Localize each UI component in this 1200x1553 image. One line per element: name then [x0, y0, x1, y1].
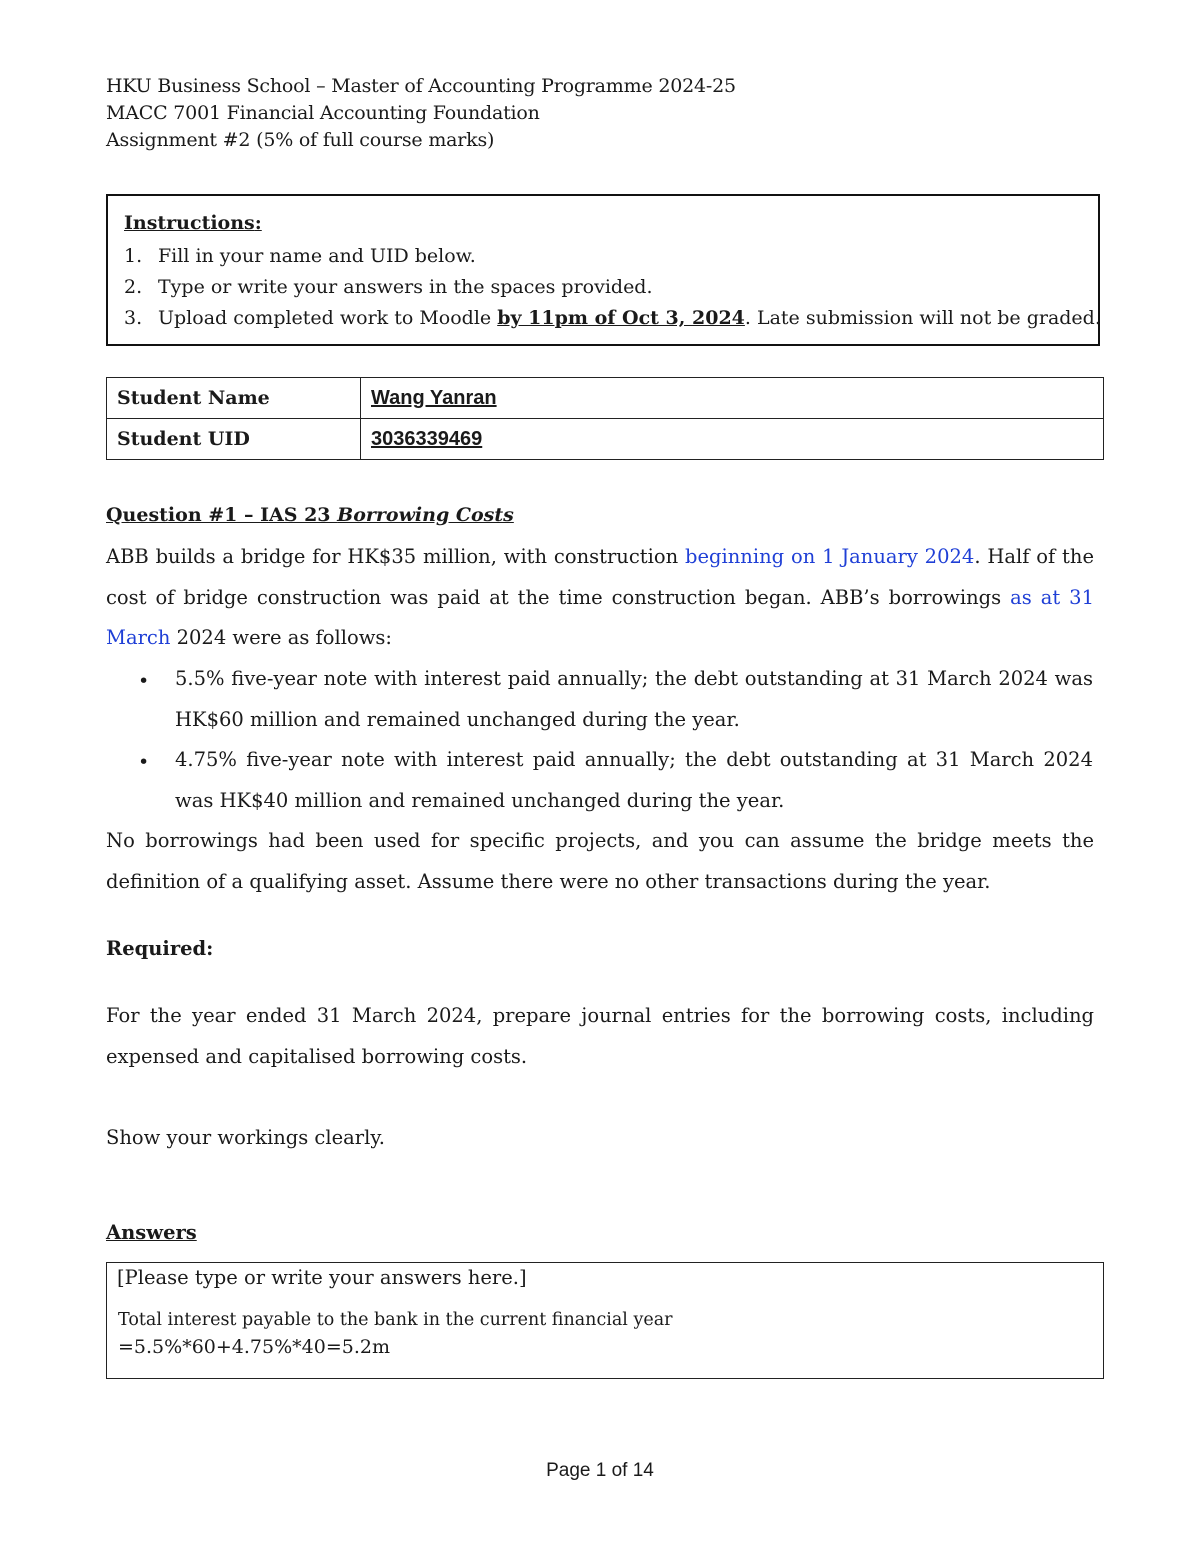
instruction-item-3: 3. Upload completed work to Moodle by 11pm of Oct 3, 2024. Late submission will not be graded.: [124, 307, 1101, 329]
student-name-field[interactable]: Wang Yanran: [361, 378, 1104, 419]
instructions-title: Instructions: [124, 212, 255, 234]
bullet-icon: •: [138, 751, 150, 773]
answer-box[interactable]: [106, 1262, 1104, 1379]
bullet-icon: •: [138, 670, 150, 692]
header-line-school: HKU Business School – Master of Accounting Programme 2024-25: [106, 75, 736, 97]
instruction-item-2: 2. Type or write your answers in the spaces provided.: [124, 276, 653, 298]
table-row: [107, 419, 1104, 460]
answer-line-2: =5.5%*60+4.75%*40=5.2m: [118, 1336, 390, 1358]
question-title: Question #1 – IAS 23 Borrowing Costs: [106, 504, 514, 526]
header-line-assignment: Assignment #2 (5% of full course marks): [106, 129, 495, 151]
answers-heading: Answers: [106, 1221, 197, 1244]
question-paragraph-1: ABB builds a bridge for HK$35 million, with construction beginning on 1 January 2024. Half of the cost of bridge construction was paid at the time construction began. ABB’s borrowings as at 31 March 2024 were as follows:: [106, 545, 1094, 649]
header-line-course: MACC 7001 Financial Accounting Foundation: [106, 102, 540, 124]
instruction-item-1: 1. Fill in your name and UID below.: [124, 245, 476, 267]
instructions-box: Instructions: 1. Fill in your name and UID below. 2. Type or write your answers in the spaces provided. 3. Upload completed work to Moodle by 11pm of Oct 3, 2024. Late submission will not be graded.: [106, 194, 1100, 346]
bullet-item-2: 4.75% five-year note with interest paid annually; the debt outstanding at 31 March 2024 was HK$40 million and remained unchanged during the year.: [175, 748, 1093, 812]
student-uid-label: Student UID: [107, 419, 361, 460]
page-number: Page 1 of 14: [546, 1460, 654, 1481]
student-name-label: Student Name: [107, 378, 361, 419]
workings-note: Show your workings clearly.: [106, 1126, 385, 1149]
required-heading: Required:: [106, 937, 214, 960]
answer-placeholder: [Please type or write your answers here.]: [117, 1266, 527, 1289]
required-text: For the year ended 31 March 2024, prepare journal entries for the borrowing costs, including expensed and capitalised borrowing costs.: [106, 1004, 1094, 1068]
bullet-item-1: 5.5% five-year note with interest paid annually; the debt outstanding at 31 March 2024 was HK$60 million and remained unchanged during the year.: [175, 667, 1093, 731]
student-info-table: [106, 377, 1104, 460]
answer-line-1: Total interest payable to the bank in the current financial year: [118, 1310, 673, 1330]
deadline-text: by 11pm of Oct 3, 2024: [497, 307, 745, 329]
student-uid-field[interactable]: 3036339469: [361, 419, 1104, 460]
question-paragraph-2: No borrowings had been used for specific projects, and you can assume the bridge meets the definition of a qualifying asset. Assume there were no other transactions during the year.: [106, 829, 1094, 893]
table-row: [107, 378, 1104, 419]
